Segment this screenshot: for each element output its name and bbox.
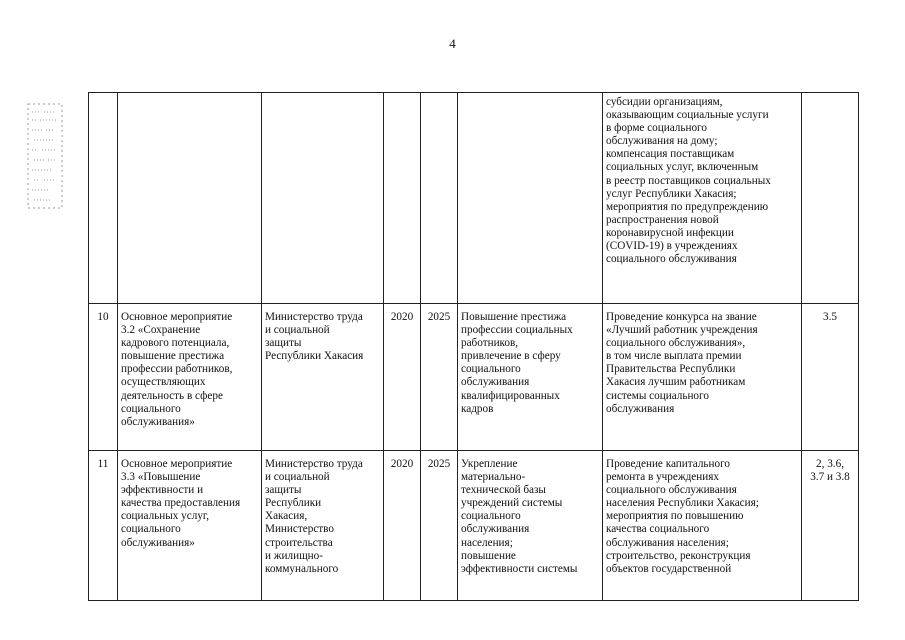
page-number: 4 xyxy=(449,36,456,51)
cell-indicators xyxy=(802,93,859,304)
cell-number: 10 xyxy=(89,304,118,451)
cell-activities: Проведение конкурса на звание «Лучший работник учреждения социального обслуживания», в том числе выплата премии Правительства Республики Хакасия лучшим работникам системы социального обслуживания xyxy=(603,304,802,451)
cell-end-year xyxy=(421,93,458,304)
cell-start-year xyxy=(384,93,421,304)
cell-expected-result xyxy=(458,93,603,304)
cell-number xyxy=(89,93,118,304)
cell-event: Основное мероприятие 3.2 «Сохранение кадрового потенциала, повышение престижа профессии работников, осуществляющих деятельность в сфере социального обслуживания» xyxy=(118,304,262,451)
cell-executor: Министерство труда и социальной защиты Республики Хакасия, Министерство строительства и жилищно- коммунального xyxy=(262,451,384,601)
approval-stamp-mark xyxy=(22,100,68,212)
cell-start-year: 2020 xyxy=(384,304,421,451)
cell-event xyxy=(118,93,262,304)
cell-number: 11 xyxy=(89,451,118,601)
measures-table xyxy=(88,92,859,601)
cell-activities: Проведение капитального ремонта в учреждениях социального обслуживания населения Республики Хакасия; мероприятия по повышению качества социального обслуживания населения; строительство, реконструкция объектов государственной xyxy=(603,451,802,601)
cell-indicators: 2, 3.6, 3.7 и 3.8 xyxy=(802,451,859,601)
cell-executor xyxy=(262,93,384,304)
cell-executor: Министерство труда и социальной защиты Республики Хакасия xyxy=(262,304,384,451)
cell-indicators: 3.5 xyxy=(802,304,859,451)
table-row xyxy=(89,93,859,304)
cell-activities: субсидии организациям, оказывающим социальные услуги в форме социального обслуживания на дому; компенсация поставщикам социальных услуг, включенным в реестр поставщиков социальных услуг Республики Хакасия; мероприятия по предупреждению распространения новой коронавирусной инфекции (COVID-19) в учреждениях социального обслуживания xyxy=(603,93,802,304)
cell-end-year: 2025 xyxy=(421,304,458,451)
table-row xyxy=(89,304,859,451)
cell-end-year: 2025 xyxy=(421,451,458,601)
cell-expected-result: Повышение престижа профессии социальных работников, привлечение в сферу социального обслуживания квалифицированных кадров xyxy=(458,304,603,451)
table-row xyxy=(89,451,859,601)
cell-start-year: 2020 xyxy=(384,451,421,601)
cell-event: Основное мероприятие 3.3 «Повышение эффективности и качества предоставления социальных услуг, социального обслуживания» xyxy=(118,451,262,601)
cell-expected-result: Укрепление материально- технической базы учреждений системы социального обслуживания населения; повышение эффективности системы xyxy=(458,451,603,601)
